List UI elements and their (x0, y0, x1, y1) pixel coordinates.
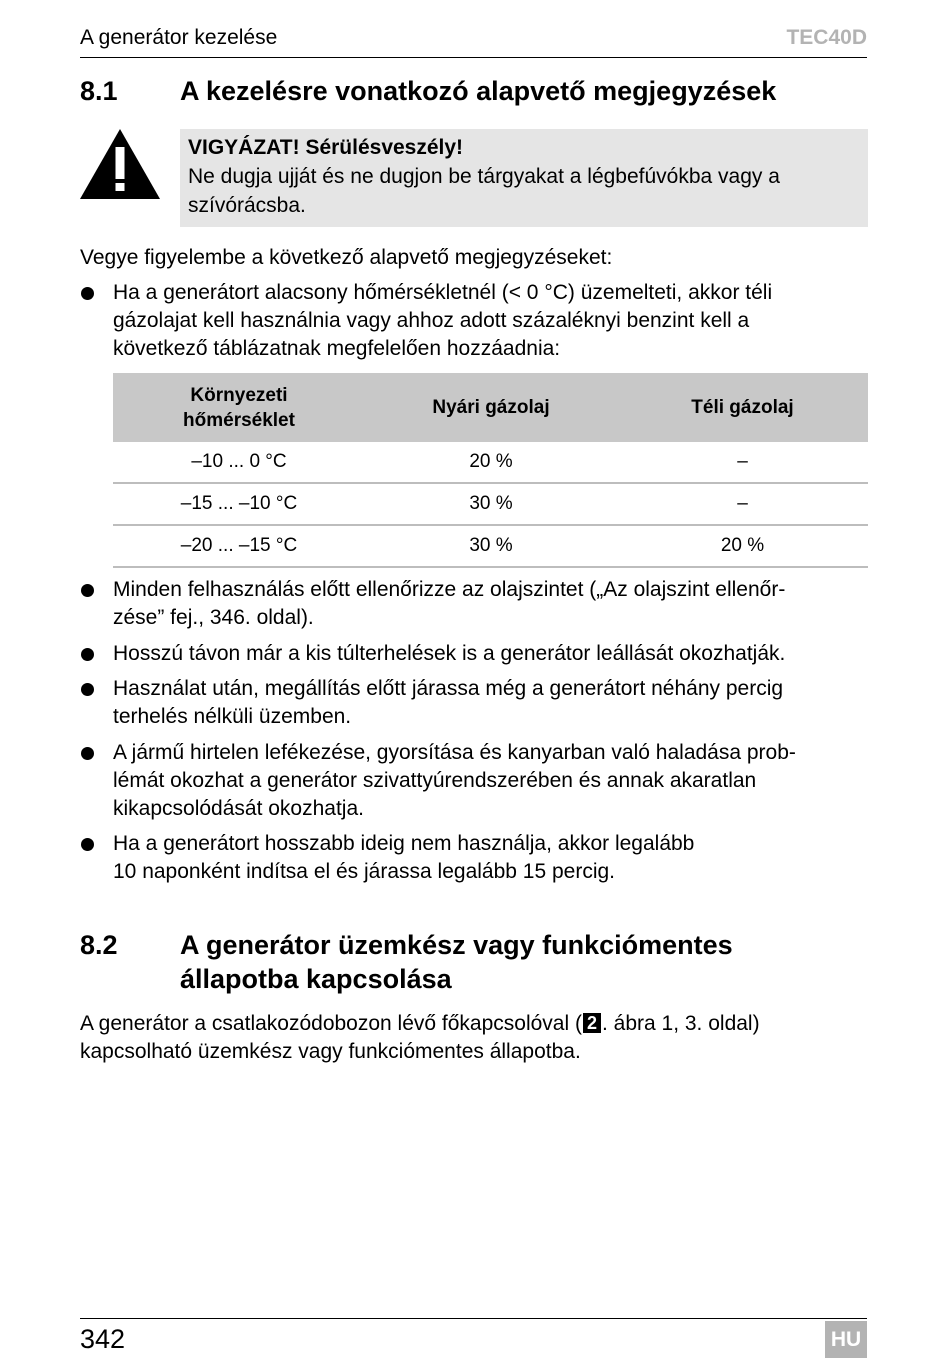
list-item-line: zése” fej., 346. oldal). (113, 606, 314, 629)
table-row (113, 484, 868, 526)
table-cell-summer: 30 % (469, 535, 513, 556)
list-item-line: Minden felhasználás előtt ellenőrizze az olajszintet („Az olajszint ellenőr- (113, 578, 786, 601)
warning-text-line-1: Ne dugja ujját és ne dugjon be tárgyakat a légbefúvókba vagy a (188, 165, 780, 188)
section-number: 8.1 (80, 76, 118, 106)
paragraph-text: A generátor a csatlakozódobozon lévő főkapcsolóval ( (80, 1012, 582, 1035)
bullet-icon (81, 287, 94, 300)
list-item-line: gázolajat kell használnia vagy ahhoz adott százaléknyi benzint kell a (113, 309, 750, 332)
table-cell-temperature: –15 ... –10 °C (180, 493, 298, 514)
table-cell-temperature: –20 ... –15 °C (180, 535, 298, 556)
page-number: 342 (80, 1324, 126, 1354)
table-cell-temperature: –10 ... 0 °C (191, 451, 287, 472)
list-item-line: kikapcsolódását okozhatja. (113, 797, 364, 820)
warning-text-line-2: szívórácsba. (188, 194, 306, 217)
column-header-line: Környezeti (190, 384, 288, 406)
table-cell-summer: 20 % (469, 451, 513, 472)
table-row (113, 526, 868, 568)
table-cell-winter: – (737, 451, 748, 472)
warning-box (180, 129, 868, 227)
table-row (113, 442, 868, 484)
paragraph-line (80, 1010, 870, 1038)
model-label: TEC40D (786, 26, 867, 49)
section-title: A kezelésre vonatkozó alapvető megjegyzések (180, 76, 777, 106)
list-item-line: Ha a generátort hosszabb ideig nem használja, akkor legalább (113, 832, 695, 855)
section-2-paragraph (80, 1010, 870, 1066)
section-title-line: állapotba kapcsolása (180, 964, 452, 994)
bullet-icon (81, 838, 94, 851)
table-header-row (113, 373, 868, 442)
bullet-icon (81, 747, 94, 760)
paragraph-line: kapcsolható üzemkész vagy funkciómentes állapotba. (80, 1040, 581, 1063)
list-item-line: A jármű hirtelen lefékezése, gyorsítása és kanyarban való haladása prob- (113, 741, 796, 764)
column-header-winter-diesel: Téli gázolaj (691, 397, 794, 418)
list-item-line: 10 naponként indítsa el és járassa legalább 15 percig. (113, 860, 616, 883)
list-item-line: következő táblázatnak megfelelően hozzáadnia: (113, 337, 561, 360)
figure-reference-badge: 2 (583, 1013, 601, 1033)
list-item-line: Hosszú távon már a kis túlterhelések is a generátor leállását okozhatják. (113, 642, 786, 665)
footer-divider (80, 1318, 867, 1319)
bullet-icon (81, 648, 94, 661)
intro-paragraph: Vegye figyelembe a következő alapvető megjegyzéseket: (80, 246, 613, 269)
paragraph-text: . ábra 1, 3. oldal) (602, 1012, 760, 1035)
table-cell-winter: 20 % (720, 535, 765, 556)
header-divider (80, 57, 867, 58)
running-header-title: A generátor kezelése (80, 26, 278, 49)
warning-title: VIGYÁZAT! Sérülésveszély! (188, 136, 464, 159)
fuel-mixing-table (113, 373, 868, 568)
warning-triangle-icon (79, 128, 161, 200)
section-number: 8.2 (80, 930, 118, 960)
list-item-line: lémát okozhat a generátor szivattyúrendszerében és annak akaratlan (113, 769, 757, 792)
list-item-line: Használat után, megállítás előtt járassa még a generátort néhány percig (113, 677, 784, 700)
table-cell-winter: – (737, 493, 748, 514)
section-title-line: A generátor üzemkész vagy funkciómentes (180, 930, 733, 960)
list-item-line: terhelés nélküli üzemben. (113, 705, 352, 728)
bullet-icon (81, 683, 94, 696)
column-header-line: hőmérséklet (183, 409, 295, 431)
language-badge: HU (825, 1321, 867, 1358)
bullet-icon (81, 584, 94, 597)
section-title (180, 928, 880, 996)
list-item-line: Ha a generátort alacsony hőmérsékletnél (< 0 °C) üzemelteti, akkor téli (113, 281, 773, 304)
column-header-summer-diesel: Nyári gázolaj (432, 397, 550, 418)
table-cell-summer: 30 % (469, 493, 513, 514)
column-header-temperature (113, 373, 365, 442)
